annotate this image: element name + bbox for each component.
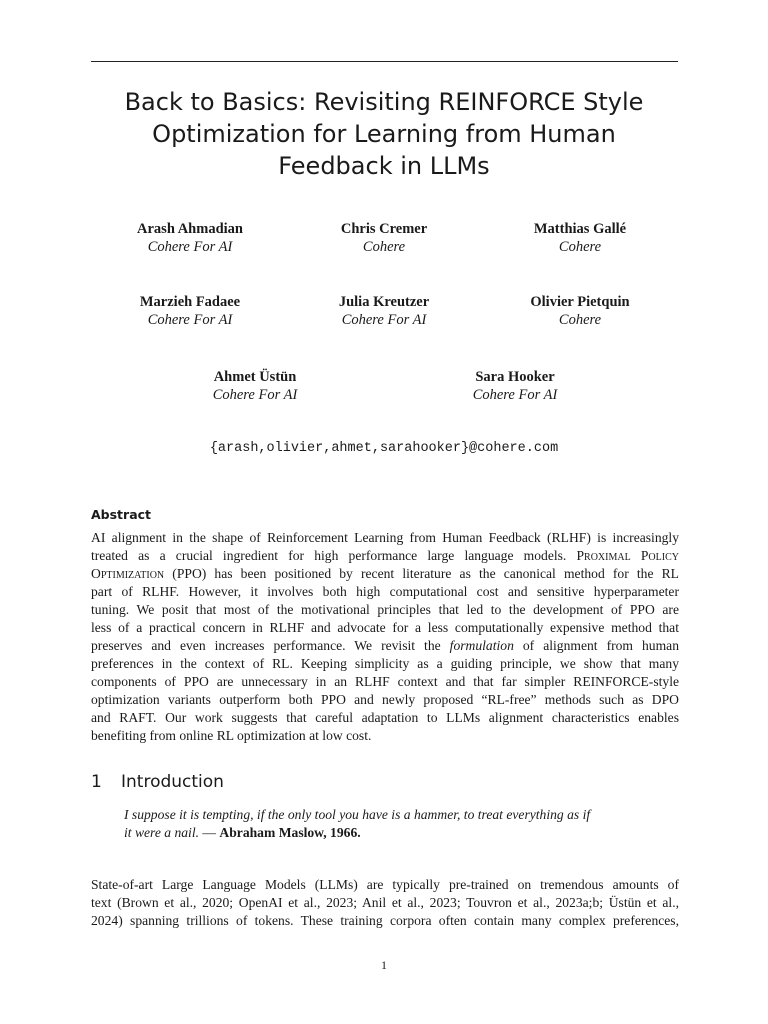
epigraph-quote xyxy=(124,806,648,842)
author-emails: {arash,olivier,ahmet,sarahooker}@cohere.com xyxy=(209,441,559,456)
section-number: 1 xyxy=(91,772,102,792)
abstract-line: benefiting from online RL optimization at low cost. xyxy=(91,728,372,743)
body-line: text (Brown et al., 2020; OpenAI et al., 2023; Anil et al., 2023; Touvron et al., 2023a;b; Üstün et al., xyxy=(91,895,679,910)
author-affiliation: Cohere For AI xyxy=(212,387,298,403)
quote-line: it were a nail. — Abraham Maslow, 1966. xyxy=(124,825,361,840)
abstract-line: preferences in the context of RL. Keeping simplicity as a guiding principle, we show that many xyxy=(91,656,679,671)
abstract-line: part of RLHF. However, it involves both high computational cost and sensitive hyperparameter xyxy=(91,584,679,599)
abstract-line: treated as a crucial ingredient for high performance large language models. Proximal Policy xyxy=(91,548,679,563)
author-block xyxy=(415,368,615,404)
abstract-body xyxy=(91,529,679,745)
author-affiliation: Cohere xyxy=(362,239,406,255)
author-name: Chris Cremer xyxy=(340,221,428,237)
top-rule xyxy=(91,61,678,62)
abstract-line: tuning. We posit that most of the motivational principles that led to the development of PPO are xyxy=(91,602,679,617)
intro-paragraph xyxy=(91,876,679,930)
quote-author: Abraham Maslow, 1966. xyxy=(219,825,361,840)
title-line: Feedback in LLMs xyxy=(278,152,490,180)
abstract-heading: Abstract xyxy=(91,507,152,522)
abstract-line: less of a practical concern in RLHF and advocate for a less computationally expensive method that xyxy=(91,620,679,635)
abstract-line: Optimization (PPO) has been positioned by recent literature as the canonical method for the RL xyxy=(91,566,679,581)
author-affiliation: Cohere xyxy=(558,239,602,255)
abstract-line: AI alignment in the shape of Reinforcement Learning from Human Feedback (RLHF) is increasingly xyxy=(91,530,679,545)
abstract-line: optimization variants outperform both PPO and newly proposed “RL-free” methods such as DPO xyxy=(91,692,679,707)
paper-title xyxy=(60,86,708,182)
abstract-line: and RAFT. Our work suggests that careful adaptation to LLMs alignment characteristics enables xyxy=(91,710,679,725)
author-block xyxy=(284,293,484,329)
author-name: Ahmet Üstün xyxy=(213,369,297,385)
author-name: Matthias Gallé xyxy=(533,221,627,237)
author-block xyxy=(480,220,680,256)
title-line: Back to Basics: Revisiting REINFORCE Style xyxy=(124,88,644,116)
author-name: Sara Hooker xyxy=(475,369,555,385)
author-affiliation: Cohere For AI xyxy=(472,387,558,403)
author-block xyxy=(480,293,680,329)
author-block xyxy=(90,220,290,256)
author-name: Olivier Pietquin xyxy=(530,294,630,310)
author-name: Marzieh Fadaee xyxy=(139,294,241,310)
author-block xyxy=(155,368,355,404)
body-line: State-of-art Large Language Models (LLMs) are typically pre-trained on tremendous amounts of xyxy=(91,877,679,892)
body-line: 2024) spanning trillions of tokens. These training corpora often contain many complex preferences, xyxy=(91,913,679,928)
author-affiliation: Cohere xyxy=(558,312,602,328)
page-number: 1 xyxy=(381,958,387,972)
title-line: Optimization for Learning from Human xyxy=(152,120,616,148)
author-affiliation: Cohere For AI xyxy=(147,312,233,328)
quote-line: I suppose it is tempting, if the only tool you have is a hammer, to treat everything as if xyxy=(124,807,591,822)
author-affiliation: Cohere For AI xyxy=(341,312,427,328)
author-block xyxy=(284,220,484,256)
author-block xyxy=(90,293,290,329)
author-name: Arash Ahmadian xyxy=(137,221,243,237)
author-name: Julia Kreutzer xyxy=(338,294,430,310)
abstract-line: components of PPO are unnecessary in an RLHF context and that far simpler REINFORCE-style xyxy=(91,674,679,689)
abstract-line: preserves and even increases performance. We revisit the formulation of alignment from human xyxy=(91,638,680,653)
section-heading-introduction xyxy=(91,772,224,792)
section-title: Introduction xyxy=(121,772,224,792)
author-affiliation: Cohere For AI xyxy=(147,239,233,255)
